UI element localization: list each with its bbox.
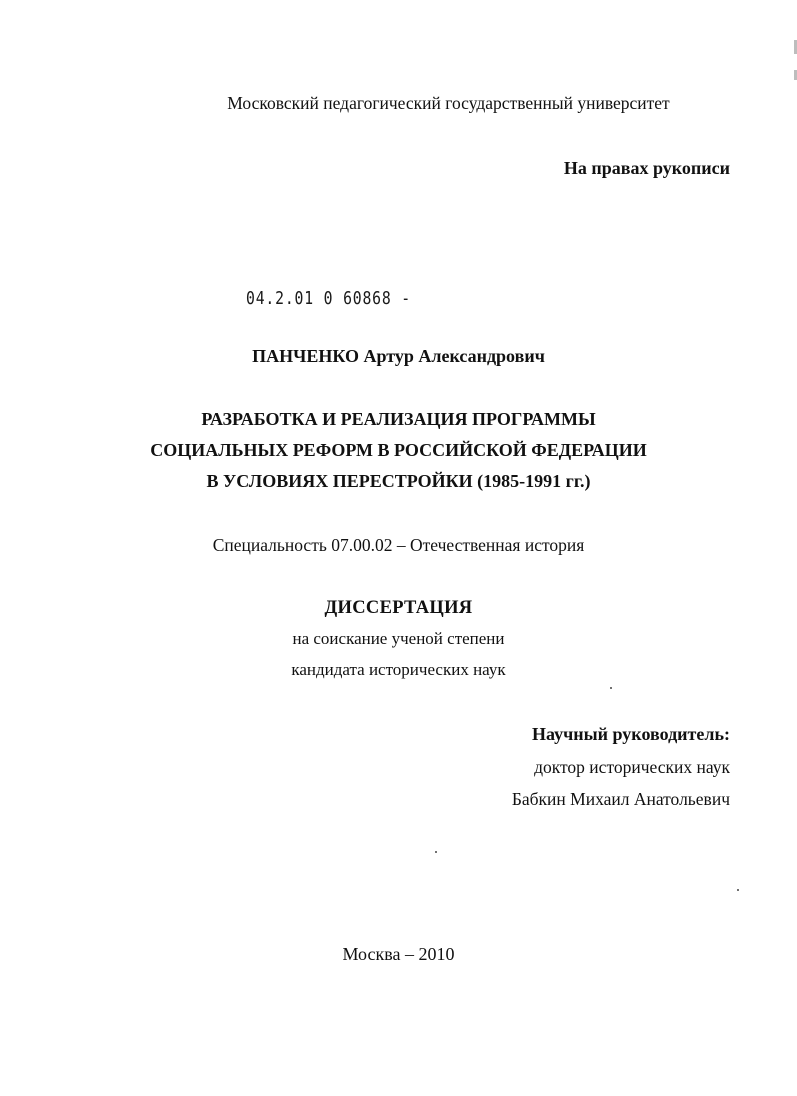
document-type-heading: ДИССЕРТАЦИЯ bbox=[324, 598, 473, 618]
degree-line-2: кандидата исторических наук bbox=[291, 660, 506, 679]
scan-speck bbox=[737, 889, 739, 891]
dissertation-title-line-2: СОЦИАЛЬНЫХ РЕФОРМ В РОССИЙСКОЙ ФЕДЕРАЦИИ bbox=[150, 440, 647, 460]
dissertation-title-line-1: РАЗРАБОТКА И РЕАЛИЗАЦИЯ ПРОГРАММЫ bbox=[201, 409, 596, 429]
advisor-name: Бабкин Михаил Анатольевич bbox=[511, 789, 730, 809]
advisor-label: Научный руководитель: bbox=[532, 724, 730, 744]
scan-speck bbox=[435, 851, 437, 853]
dissertation-title-line-3: В УСЛОВИЯХ ПЕРЕСТРОЙКИ (1985-1991 гг.) bbox=[206, 471, 591, 491]
specialty-line: Специальность 07.00.02 – Отечественная история bbox=[212, 535, 585, 555]
manuscript-rights-note: На правах рукописи bbox=[563, 158, 730, 178]
city-and-year: Москва – 2010 bbox=[342, 944, 455, 964]
author-name: ПАНЧЕНКО Артур Александрович bbox=[252, 346, 545, 366]
catalog-stamp-number: 04.2.01 0 60868 - bbox=[246, 288, 412, 309]
scan-speck bbox=[610, 687, 612, 689]
university-name: Московский педагогический государственный университет bbox=[227, 93, 670, 113]
advisor-degree: доктор исторических наук bbox=[534, 757, 730, 777]
degree-line-1: на соискание ученой степени bbox=[292, 629, 505, 648]
